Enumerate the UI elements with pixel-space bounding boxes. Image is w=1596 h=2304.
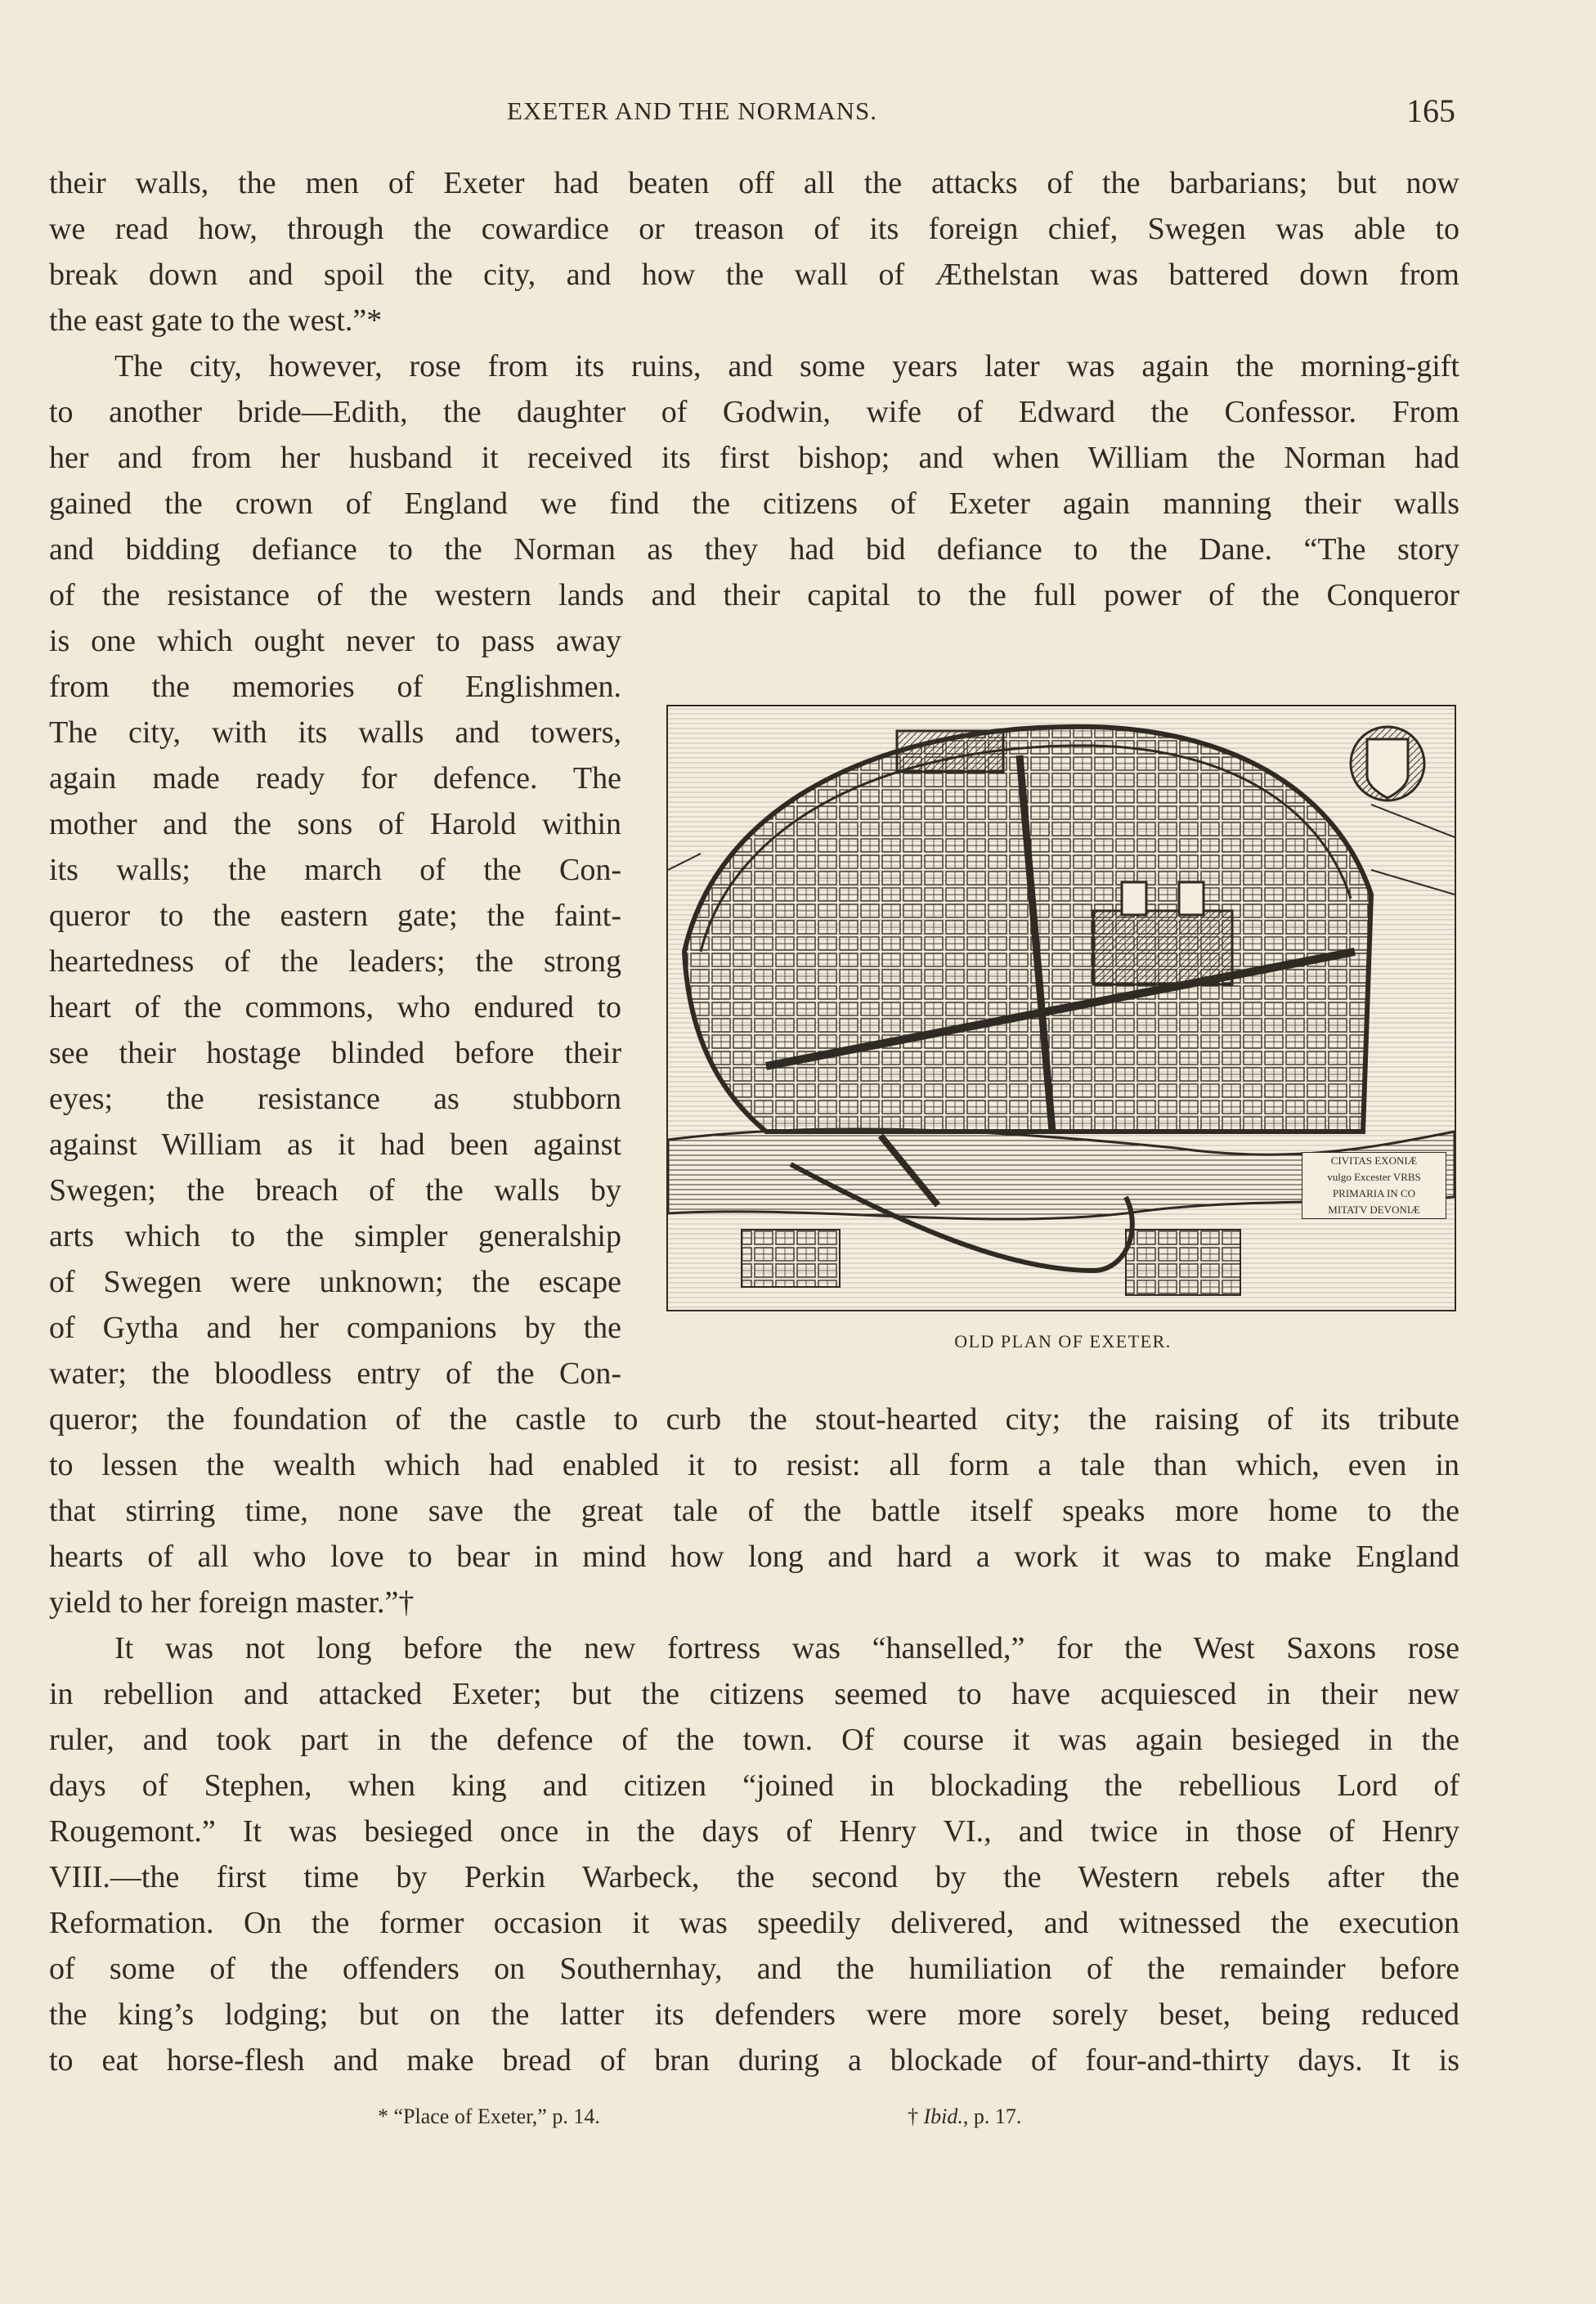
text-line: to another bride—Edith, the daughter of Godwin, wife of Edward the Confessor. From bbox=[49, 395, 1459, 429]
text-line: water; the bloodless entry of the Con- bbox=[49, 1356, 621, 1391]
text-line: The city, with its walls and towers, bbox=[49, 715, 621, 750]
text-line: It was not long before the new fortress was “hanselled,” for the West Saxons rose bbox=[114, 1631, 1459, 1665]
text-line: of the resistance of the western lands and their capital to the full power of the Conqueror bbox=[49, 578, 1459, 612]
footnotes bbox=[0, 2105, 1596, 2137]
text-line: Rougemont.” It was besieged once in the days of Henry VI., and twice in those of Henry bbox=[49, 1814, 1459, 1849]
text-line: against William as it had been against bbox=[49, 1127, 621, 1162]
text-line: ruler, and took part in the defence of the town. Of course it was again besieged in the bbox=[49, 1723, 1459, 1757]
running-header bbox=[0, 92, 1596, 132]
text-line: mother and the sons of Harold within bbox=[49, 807, 621, 841]
text-line: the king’s lodging; but on the latter its defenders were more sorely beset, being reduced bbox=[49, 1997, 1459, 2032]
text-line: queror to the eastern gate; the faint- bbox=[49, 899, 621, 933]
footnote-2 bbox=[908, 2105, 1021, 2129]
text-line: in rebellion and attacked Exeter; but the citizens seemed to have acquiesced in their new bbox=[49, 1677, 1459, 1711]
text-line: heartedness of the leaders; the strong bbox=[49, 944, 621, 979]
text-line: heart of the commons, who endured to bbox=[49, 990, 621, 1024]
page-number: 165 bbox=[1406, 92, 1455, 129]
text-line: Reformation. On the former occasion it was speedily delivered, and witnessed the execution bbox=[49, 1906, 1459, 1940]
text-line: hearts of all who love to bear in mind how long and hard a work it was to make England bbox=[49, 1540, 1459, 1574]
cartouche-line: MITATV DEVONIÆ bbox=[1328, 1204, 1420, 1216]
text-line: eyes; the resistance as stubborn bbox=[49, 1082, 621, 1116]
text-line: her and from her husband it received its first bishop; and when William the Norman had bbox=[49, 441, 1459, 475]
plan-cartouche bbox=[1302, 1152, 1446, 1219]
figure-caption: OLD PLAN OF EXETER. bbox=[954, 1331, 1172, 1351]
text-line: that stirring time, none save the great tale of the battle itself speaks more home to the bbox=[49, 1494, 1459, 1528]
text-line: of Gytha and her companions by the bbox=[49, 1311, 621, 1345]
footnote-italic: Ibid. bbox=[923, 2105, 963, 2128]
text-line: their walls, the men of Exeter had beaten off all the attacks of the barbarians; but now bbox=[49, 166, 1459, 200]
cartouche-line: vulgo Excester VRBS bbox=[1327, 1171, 1421, 1183]
cartouche-line: PRIMARIA IN CO bbox=[1332, 1187, 1416, 1199]
footnote-text: “Place of Exeter,” p. 14. bbox=[393, 2105, 600, 2128]
footnote-text: , p. 17. bbox=[962, 2105, 1022, 2128]
text-line: again made ready for defence. The bbox=[49, 761, 621, 796]
text-line: of some of the offenders on Southernhay, and the humiliation of the remainder before bbox=[49, 1952, 1459, 1986]
text-line: break down and spoil the city, and how the wall of Æthelstan was battered down from bbox=[49, 258, 1459, 292]
text-line: and bidding defiance to the Norman as they had bid defiance to the Dane. “The story bbox=[49, 532, 1459, 567]
text-line: to lessen the wealth which had enabled it to resist: all form a tale than which, even in bbox=[49, 1448, 1459, 1482]
text-line: The city, however, rose from its ruins, and some years later was again the morning-gift bbox=[114, 349, 1459, 383]
text-line: queror; the foundation of the castle to curb the stout-hearted city; the raising of its tribute bbox=[49, 1402, 1459, 1437]
text-line: is one which ought never to pass away bbox=[49, 624, 621, 658]
text-line: its walls; the march of the Con- bbox=[49, 853, 621, 887]
text-line: yield to her foreign master.”† bbox=[49, 1585, 415, 1620]
text-line: see their hostage blinded before their bbox=[49, 1036, 621, 1070]
running-title: EXETER AND THE NORMANS. bbox=[507, 96, 877, 125]
text-line: the east gate to the west.”* bbox=[49, 303, 383, 338]
text-line: VIII.—the first time by Perkin Warbeck, the second by the Western rebels after the bbox=[49, 1860, 1459, 1894]
footnote-1 bbox=[378, 2105, 600, 2129]
text-line: gained the crown of England we find the citizens of Exeter again manning their walls bbox=[49, 486, 1459, 521]
text-line: arts which to the simpler generalship bbox=[49, 1219, 621, 1253]
city-plan-engraving bbox=[668, 706, 1455, 1310]
text-line: days of Stephen, when king and citizen “joined in blockading the rebellious Lord of bbox=[49, 1768, 1459, 1803]
text-line: Swegen; the breach of the walls by bbox=[49, 1173, 621, 1208]
footnote-marker: * bbox=[378, 2105, 388, 2128]
text-line: of Swegen were unknown; the escape bbox=[49, 1265, 621, 1299]
old-plan-of-exeter-illustration bbox=[666, 705, 1456, 1311]
text-line: from the memories of Englishmen. bbox=[49, 670, 621, 704]
footnote-marker: † bbox=[908, 2105, 918, 2128]
text-line: we read how, through the cowardice or treason of its foreign chief, Swegen was able to bbox=[49, 212, 1459, 246]
text-line: to eat horse-flesh and make bread of bran during a blockade of four-and-thirty days. It is bbox=[49, 2043, 1459, 2078]
cartouche-line: CIVITAS EXONIÆ bbox=[1330, 1154, 1418, 1167]
